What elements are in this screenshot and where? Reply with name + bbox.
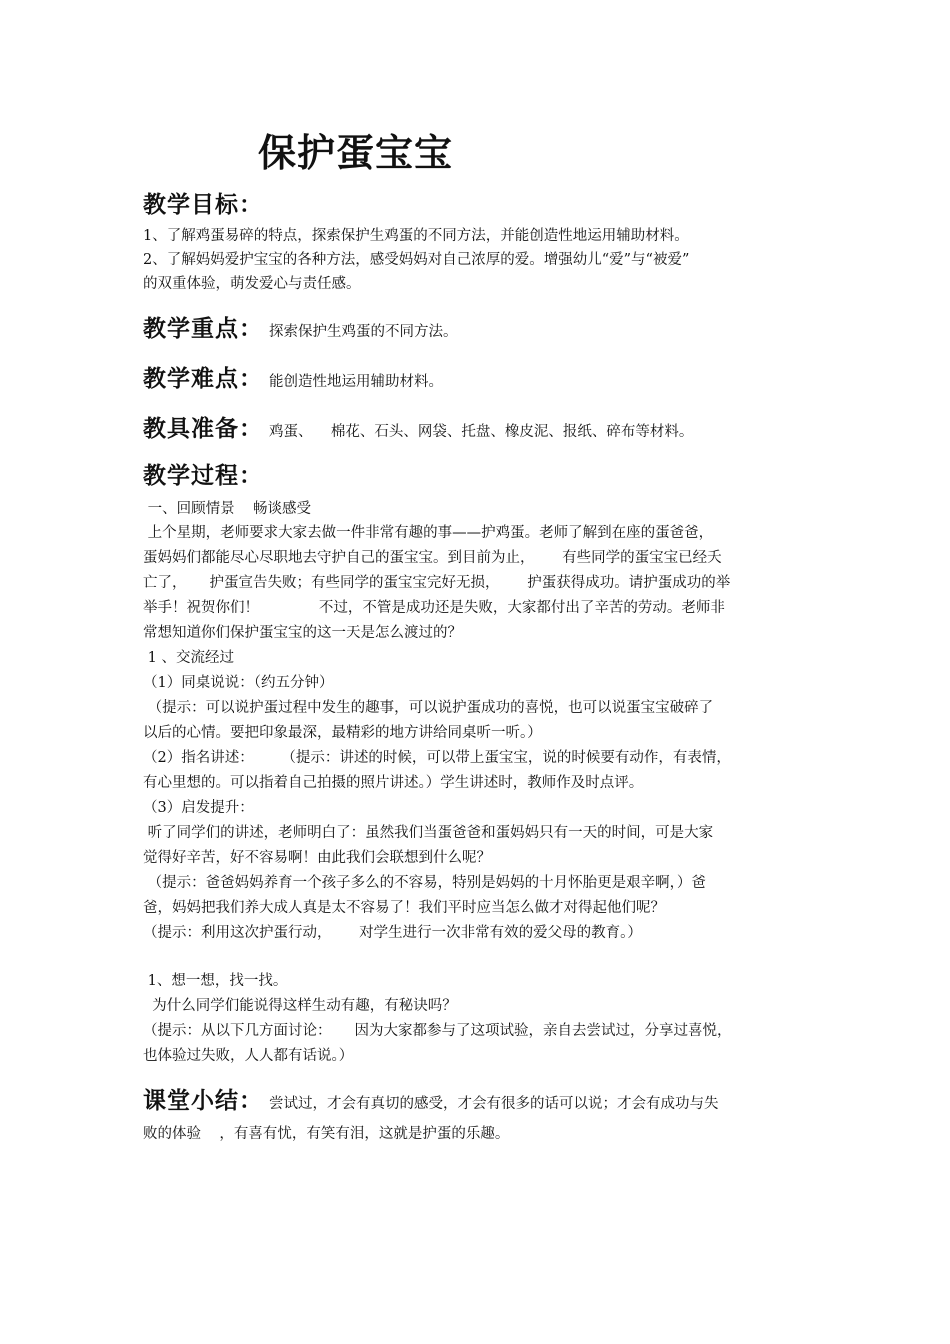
objective-line-1: 1、了解鸡蛋易碎的特点，探索保护生鸡蛋的不同方法，并能创造性地运用辅助材料。 xyxy=(143,228,689,244)
process-line: （提示：从以下几方面讨论： 因为大家都参与了这项试验，亲自去尝试过，分享过喜悦， xyxy=(143,1023,732,1039)
process-line: （1）同桌说说：（约五分钟） xyxy=(143,675,334,691)
process-heading: 教学过程： xyxy=(143,463,263,489)
process-line: （提示：利用这次护蛋行动， 对学生进行一次非常有效的爱父母的教育。） xyxy=(143,925,642,941)
key-point-text: 探索保护生鸡蛋的不同方法。 xyxy=(269,324,458,340)
process-line: （3）启发提升： xyxy=(143,800,254,816)
objectives-heading: 教学目标： xyxy=(143,192,263,218)
objective-line-2: 2、了解妈妈爱护宝宝的各种方法，感受妈妈对自己浓厚的爱。增强幼儿“爱”与“被爱” xyxy=(143,252,690,268)
key-point-row xyxy=(143,310,458,343)
objective-line-3: 的双重体验，萌发爱心与责任感。 xyxy=(143,276,361,292)
materials-row xyxy=(143,410,693,443)
process-line: 为什么同学们能说得这样生动有趣，有秘诀吗？ xyxy=(143,998,457,1014)
process-line: 以后的心情。要把印象最深，最精彩的地方讲给同桌听一听。） xyxy=(143,725,542,741)
summary-continuation: 败的体验 ，有喜有忧，有笑有泪，这就是护蛋的乐趣。 xyxy=(143,1126,510,1142)
process-line: （2）指名讲述： （提示：讲述的时候，可以带上蛋宝宝，说的时候要有动作，有表情， xyxy=(143,750,731,766)
summary-row xyxy=(143,1082,719,1115)
process-line: 常想知道你们保护蛋宝宝的这一天是怎么渡过的？ xyxy=(143,625,462,641)
summary-heading: 课堂小结： xyxy=(143,1088,263,1114)
materials-text: 鸡蛋、 棉花、石头、网袋、托盘、橡皮泥、报纸、碎布等材料。 xyxy=(269,424,694,440)
process-line: 蛋妈妈们都能尽心尽职地去守护自己的蛋宝宝。到目前为止， 有些同学的蛋宝宝已经夭 xyxy=(143,550,722,566)
process-line: 1、想一想，找一找。 xyxy=(143,973,288,989)
process-line: 1 、交流经过 xyxy=(143,650,234,666)
process-line: 觉得好辛苦，好不容易啊！由此我们会联想到什么呢？ xyxy=(143,850,491,866)
process-line: 听了同学们的讲述，老师明白了：虽然我们当蛋爸爸和蛋妈妈只有一天的时间，可是大家 xyxy=(143,825,714,841)
process-line: 一、回顾情景 畅谈感受 xyxy=(143,501,312,517)
process-line: （提示：可以说护蛋过程中发生的趣事，可以说护蛋成功的喜悦，也可以说蛋宝宝破碎了 xyxy=(143,700,714,716)
process-line: 上个星期，老师要求大家去做一件非常有趣的事——护鸡蛋。老师了解到在座的蛋爸爸， xyxy=(143,525,714,541)
process-line: （提示：爸爸妈妈养育一个孩子多么的不容易，特别是妈妈的十月怀胎更是艰辛啊，）爸 xyxy=(143,875,706,891)
materials-heading: 教具准备： xyxy=(143,416,263,442)
difficulty-text: 能创造性地运用辅助材料。 xyxy=(269,374,443,390)
difficulty-row xyxy=(143,360,443,393)
summary-text: 尝试过，才会有真切的感受，才会有很多的话可以说；才会有成功与失 xyxy=(269,1096,719,1112)
process-line: 有心里想的。可以指着自己拍摄的照片讲述。）学生讲述时，教师作及时点评。 xyxy=(143,775,644,791)
document-title: 保护蛋宝宝 xyxy=(258,131,454,175)
process-line: 也体验过失败，人人都有话说。） xyxy=(143,1048,354,1064)
difficulty-heading: 教学难点： xyxy=(143,366,263,392)
key-point-heading: 教学重点： xyxy=(143,316,263,342)
process-line: 举手！祝贺你们！ 不过，不管是成功还是失败，大家都付出了辛苦的劳动。老师非 xyxy=(143,600,725,616)
process-line: 亡了， 护蛋宣告失败；有些同学的蛋宝宝完好无损， 护蛋获得成功。请护蛋成功的举 xyxy=(143,575,731,591)
process-line: 爸，妈妈把我们养大成人真是太不容易了！我们平时应当怎么做才对得起他们呢？ xyxy=(143,900,665,916)
